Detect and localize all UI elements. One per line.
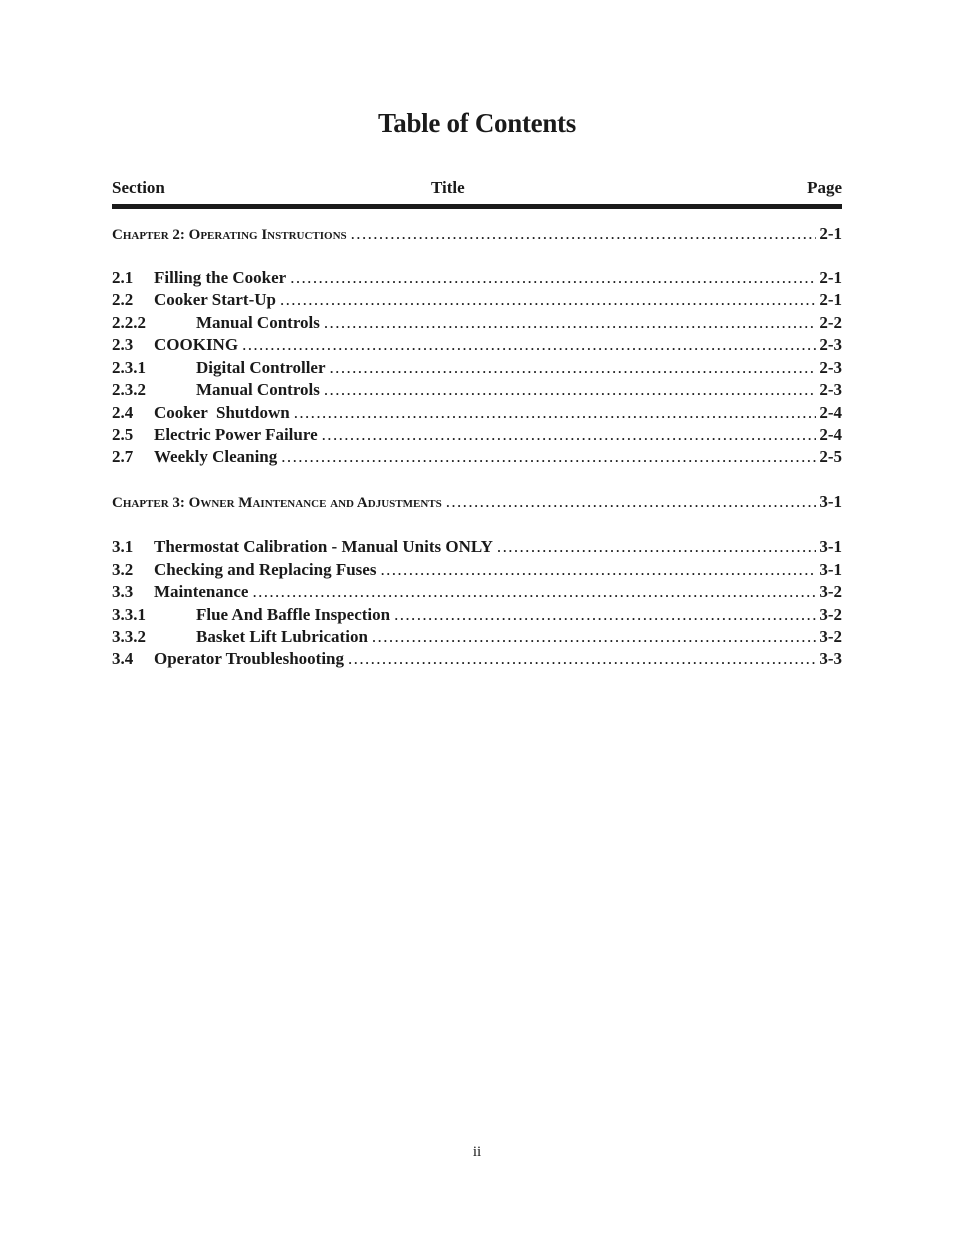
title-column-header: Title: [431, 178, 465, 197]
toc-entry[interactable]: [112, 424, 842, 446]
toc-entry[interactable]: [112, 402, 842, 424]
toc-entry-label: Flue And Baffle Inspection: [196, 605, 391, 624]
dot-leader: [351, 223, 817, 245]
toc-entry-page: 2-1: [819, 268, 842, 287]
toc-entry[interactable]: [112, 581, 842, 603]
toc-entry-number: 3.4: [112, 649, 134, 668]
toc-entry-page: 3-1: [819, 537, 842, 556]
dot-leader: [497, 536, 816, 558]
dot-leader: [290, 267, 816, 289]
toc-entry-page: 2-1: [819, 224, 842, 243]
dot-leader: [324, 312, 816, 334]
toc-entry-number: 3.3.1: [112, 605, 146, 624]
toc-entry-label: Manual Controls: [196, 380, 320, 399]
toc-entry[interactable]: [112, 289, 842, 311]
toc-entry-number: 2.3.2: [112, 380, 146, 399]
toc-entry-number: 3.1: [112, 537, 134, 556]
toc-entry-label: COOKING: [154, 335, 239, 354]
toc-entry-number: 2.1: [112, 268, 134, 287]
dot-leader: [348, 648, 816, 670]
toc-entry-page: 3-2: [819, 582, 842, 601]
toc-entry-label: Weekly Cleaning: [154, 447, 278, 466]
toc-entry-label: Chapter 3: Owner Maintenance and Adjustments: [112, 495, 442, 511]
page-number: ii: [472, 1144, 482, 1160]
dot-leader: [394, 604, 816, 626]
toc-entry-label: Digital Controller: [196, 358, 326, 377]
toc-entry[interactable]: [112, 626, 842, 648]
toc-entry-page: 2-3: [819, 380, 842, 399]
dot-leader: [446, 491, 817, 513]
toc-entry[interactable]: [112, 604, 842, 626]
dot-leader: [330, 357, 817, 379]
toc-entry-page: 2-5: [819, 447, 842, 466]
toc-entry-number: 2.2.2: [112, 313, 146, 332]
toc-entry-page: 2-3: [819, 335, 842, 354]
toc-entry-label: Electric Power Failure: [154, 425, 318, 444]
toc-entry[interactable]: [112, 559, 842, 581]
toc-entry-label: Basket Lift Lubrication: [196, 627, 368, 646]
toc-entry-number: 3.2: [112, 560, 134, 579]
toc-entry[interactable]: [112, 312, 842, 334]
header-rule: [112, 204, 842, 209]
dot-leader: [324, 379, 816, 401]
toc-entry-label: Filling the Cooker: [154, 268, 287, 287]
toc-entry[interactable]: [112, 357, 842, 379]
dot-leader: [372, 626, 816, 648]
toc-entry[interactable]: [112, 379, 842, 401]
toc-entry-number: 2.3: [112, 335, 134, 354]
toc-entry-label: Thermostat Calibration - Manual Units ONLY: [154, 537, 493, 556]
toc-entry-chapter-3[interactable]: [112, 491, 842, 513]
toc-entry-chapter-2[interactable]: [112, 223, 842, 245]
page-title: Table of Contents: [378, 108, 576, 138]
toc-entry-number: 2.4: [112, 403, 134, 422]
toc-entry-label: Maintenance: [154, 582, 249, 601]
dot-leader: [280, 289, 816, 311]
toc-entry-label: Operator Troubleshooting: [154, 649, 345, 668]
toc-entry-page: 2-1: [819, 290, 842, 309]
toc-entry[interactable]: [112, 446, 842, 468]
toc-entry-number: 2.5: [112, 425, 134, 444]
toc-entry-page: 2-4: [819, 403, 842, 422]
dot-leader: [252, 581, 816, 603]
toc-entry-number: 2.7: [112, 447, 134, 466]
toc-entry-label: Chapter 2: Operating Instructions: [112, 227, 347, 243]
toc-entry-page: 3-1: [819, 560, 842, 579]
toc-entry-number: 2.2: [112, 290, 134, 309]
toc-entry[interactable]: [112, 334, 842, 356]
toc-entry-number: 2.3.1: [112, 358, 146, 377]
toc-entry[interactable]: [112, 536, 842, 558]
toc-entry-page: 3-3: [819, 649, 842, 668]
toc-entry-page: 3-1: [819, 492, 842, 511]
dot-leader: [380, 559, 816, 581]
toc-entry-page: 2-2: [819, 313, 842, 332]
dot-leader: [281, 446, 816, 468]
toc-entry-label: Cooker Shutdown: [154, 403, 290, 422]
toc-entry[interactable]: [112, 267, 842, 289]
dot-leader: [242, 334, 816, 356]
toc-entry-page: 2-4: [819, 425, 842, 444]
toc-entry-label: Cooker Start-Up: [154, 290, 276, 309]
page-column-header: Page: [807, 178, 842, 197]
toc-entry-label: Checking and Replacing Fuses: [154, 560, 377, 579]
section-column-header: Section: [112, 178, 165, 197]
toc-entry-number: 3.3: [112, 582, 134, 601]
toc-entry-page: 3-2: [819, 627, 842, 646]
toc-entry-label: Manual Controls: [196, 313, 320, 332]
dot-leader: [322, 424, 817, 446]
toc-entry-number: 3.3.2: [112, 627, 146, 646]
toc-entry-page: 2-3: [819, 358, 842, 377]
toc-entry-page: 3-2: [819, 605, 842, 624]
dot-leader: [294, 402, 817, 424]
toc-entry[interactable]: [112, 648, 842, 670]
